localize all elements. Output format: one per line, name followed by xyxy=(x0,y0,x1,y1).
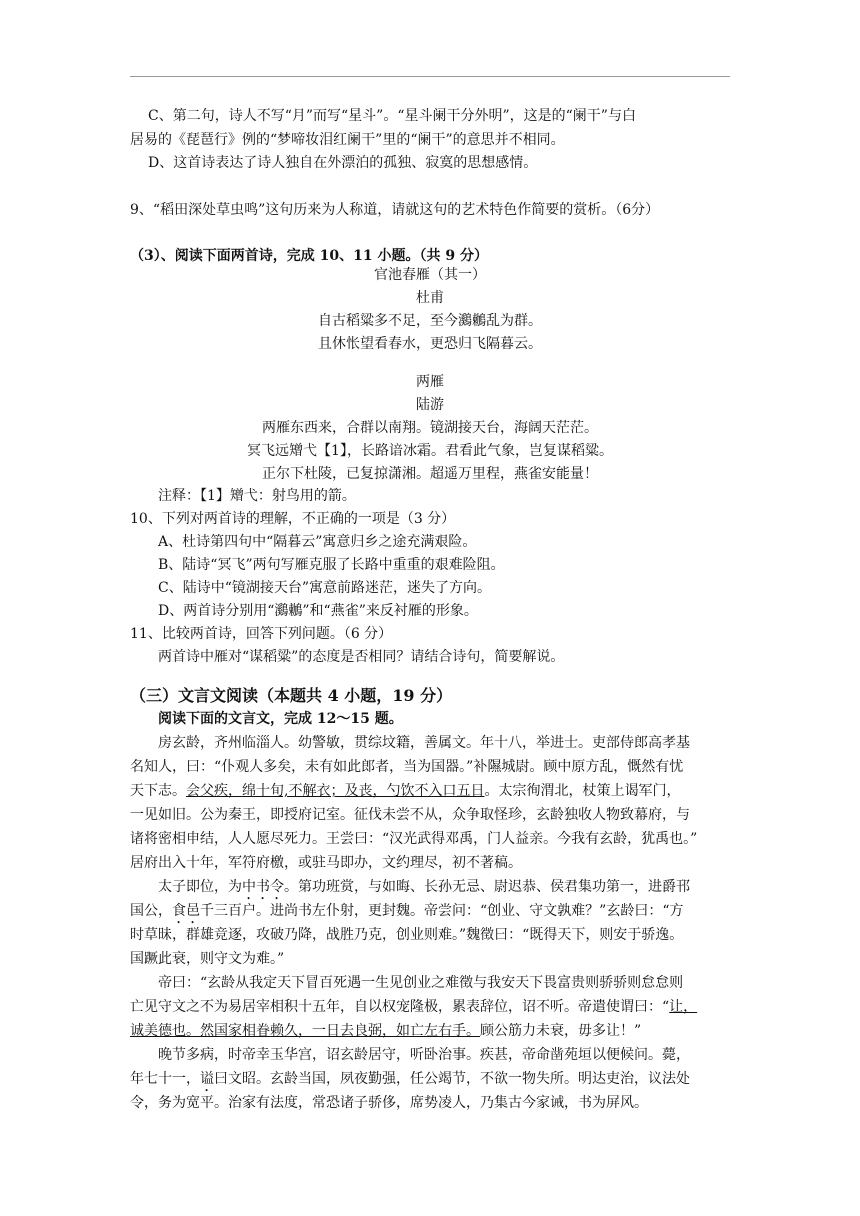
poem2-author: 陆游 xyxy=(416,397,444,413)
q10-option-b: B、陆诗“冥飞”两句写雁克服了长路中重重的艰难险阻。 xyxy=(158,557,505,573)
passage-line xyxy=(130,1021,641,1041)
text-run: 年七十一， xyxy=(130,1071,200,1087)
question-10: 10、下列对两首诗的理解，不正确的一项是（3 分） xyxy=(130,511,456,527)
underlined-sentence: 诚美德也。然国家相眷赖久，一日去良弼，如亡左右手。 xyxy=(130,1023,480,1039)
poem2-title: 两雁 xyxy=(416,374,444,390)
poem-note: 注释：【1】矰弋：射鸟用的箭。 xyxy=(158,488,356,504)
text-run: 天下志。 xyxy=(130,783,186,799)
question-9: 9、“稻田深处草虫鸣”这句历来为人称道，请就这句的艺术特色作简要的赏析。（6分） xyxy=(130,202,660,218)
q10-option-d: D、两首诗分别用“鸂鶒”和“燕雀”来反衬雁的形象。 xyxy=(158,603,478,619)
text-run: 顾公筋力未衰，毋多让！” xyxy=(480,1023,642,1039)
section3-instruction: 阅读下面的文言文，完成 12～15 题。 xyxy=(158,711,403,727)
passage-line xyxy=(158,877,690,903)
text-run: 。太宗徇渭北，杖策上谒军门， xyxy=(484,783,681,799)
q10-option-c: C、陆诗中“镜湖接天台”寓意前路迷茫，迷失了方向。 xyxy=(158,580,492,596)
option-c-line1: C、第二句，诗人不写“月”而写“星斗”。“星斗阑干分外明”，这是的“阑干”与白 xyxy=(148,108,636,124)
underlined-sentence: 会父疾，绵十旬,不解衣；及丧，勺饮不入口五日 xyxy=(186,783,485,799)
header-rule xyxy=(130,76,730,77)
text-run: 。第功班赏，与如晦、长孙无忌、尉迟恭、侯君集功第一，进爵邗 xyxy=(284,879,690,895)
poem1-title: 官池春雁（其一） xyxy=(374,267,486,283)
option-d: D、这首诗表达了诗人独自在外漂泊的孤独、寂寞的思想感情。 xyxy=(148,155,538,171)
q11-subquestion: 两首诗中雁对“谋稻粱”的态度是否相同？请结合诗句，简要解说。 xyxy=(158,649,565,665)
poem2-line: 两雁东西来，合群以南翔。镜湖接天台，海阔天茫茫。 xyxy=(262,420,598,436)
passage-line xyxy=(130,781,680,801)
passage-line xyxy=(130,997,697,1017)
passage-line: 一见如旧。公为秦王，即授府记室。征伐未尝不从，众争取怪珍，玄龄独收人物致幕府，与 xyxy=(130,807,690,823)
option-c-line2: 居易的《琵琶行》例的“梦啼妆泪红阑干”里的“阑干”的意思并不相同。 xyxy=(130,132,565,148)
passage-line xyxy=(130,901,683,927)
poem1-line: 自古稻粱多不足，至今鸂鶒乱为群。 xyxy=(318,313,542,329)
dotted-term: 食邑 xyxy=(172,903,200,919)
dotted-term: 中书令 xyxy=(242,879,284,895)
poem1-author: 杜甫 xyxy=(416,290,444,306)
passage-line xyxy=(130,1069,690,1095)
part3-heading: （3）、阅读下面两首诗，完成 10、11 小题。（共 9 分） xyxy=(130,248,488,264)
passage-line: 房玄龄，齐州临淄人。幼警敏，贯综坟籍，善属文。年十八，举进士。吏部侍郎高孝基 xyxy=(158,735,690,751)
passage-line: 居府出入十年，军符府檄，或驻马即办，文约理尽，初不著稿。 xyxy=(130,855,522,871)
poem2-line: 正尔下杜陵，已复掠潇湘。超遥万里程，燕雀安能量！ xyxy=(262,466,598,482)
text-run: 曰文昭。玄龄当国，夙夜勤强，任公竭节，不欲一物失所。明达吏治，议法处 xyxy=(214,1071,690,1087)
passage-line: 诸将密相申结，人人愿尽死力。王尝曰：“汉光武得邓禹，门人益亲。今我有玄龄，犹禹也。” xyxy=(130,831,698,847)
passage-line: 名知人，曰：“仆观人多矣，未有如此郎者，当为国器。”补隰城尉。顾中原方乱，慨然有忧 xyxy=(130,759,684,775)
passage-line: 令，务为宽平。治家有法度，常恐诸子骄侈，席势凌人，乃集古今家诫，书为屏风。 xyxy=(130,1095,648,1111)
dotted-term: 谥 xyxy=(200,1071,214,1087)
underlined-sentence: 让， xyxy=(669,999,698,1015)
passage-line: 时草昧，群雄竞逐，攻破乃降，战胜乃克，创业则难。”魏徵曰：“既得天下，则安于骄逸。 xyxy=(130,927,684,943)
text-run: 千三百户。进尚书左仆射，更封魏。帝尝问：“创业、守文孰难？”玄龄曰：“方 xyxy=(200,903,684,919)
text-run: 国公， xyxy=(130,903,172,919)
text-run: 亡见守文之不为易居宰相积十五年，自以权宠隆极，累表辞位，诏不听。帝遣使谓曰：“ xyxy=(130,999,670,1015)
question-11: 11、比较两首诗，回答下列问题。（6 分） xyxy=(130,626,393,642)
passage-line: 晚节多病，时帝幸玉华宫，诏玄龄居守，听卧治事。疾甚，帝命凿苑垣以便候问。薨， xyxy=(158,1047,690,1063)
poem1-line: 且休怅望看春水，更恐归飞隔暮云。 xyxy=(318,336,542,352)
section3-heading: （三）文言文阅读（本题共 4 小题，19 分） xyxy=(130,686,453,705)
text-run: 太子即位，为 xyxy=(158,879,242,895)
passage-line: 国蹶此衰，则守文为难。” xyxy=(130,951,285,967)
passage-line: 帝曰：“玄龄从我定天下冒百死遇一生见创业之难徵与我安天下畏富贵则骄骄则怠怠则 xyxy=(158,975,684,991)
poem2-line: 冥飞远矰弋【1】，长路谙冰霜。君看此气象，岂复谋稻粱。 xyxy=(247,443,613,459)
q10-option-a: A、杜诗第四句中“隔暮云”寓意归乡之途充满艰险。 xyxy=(158,534,477,550)
